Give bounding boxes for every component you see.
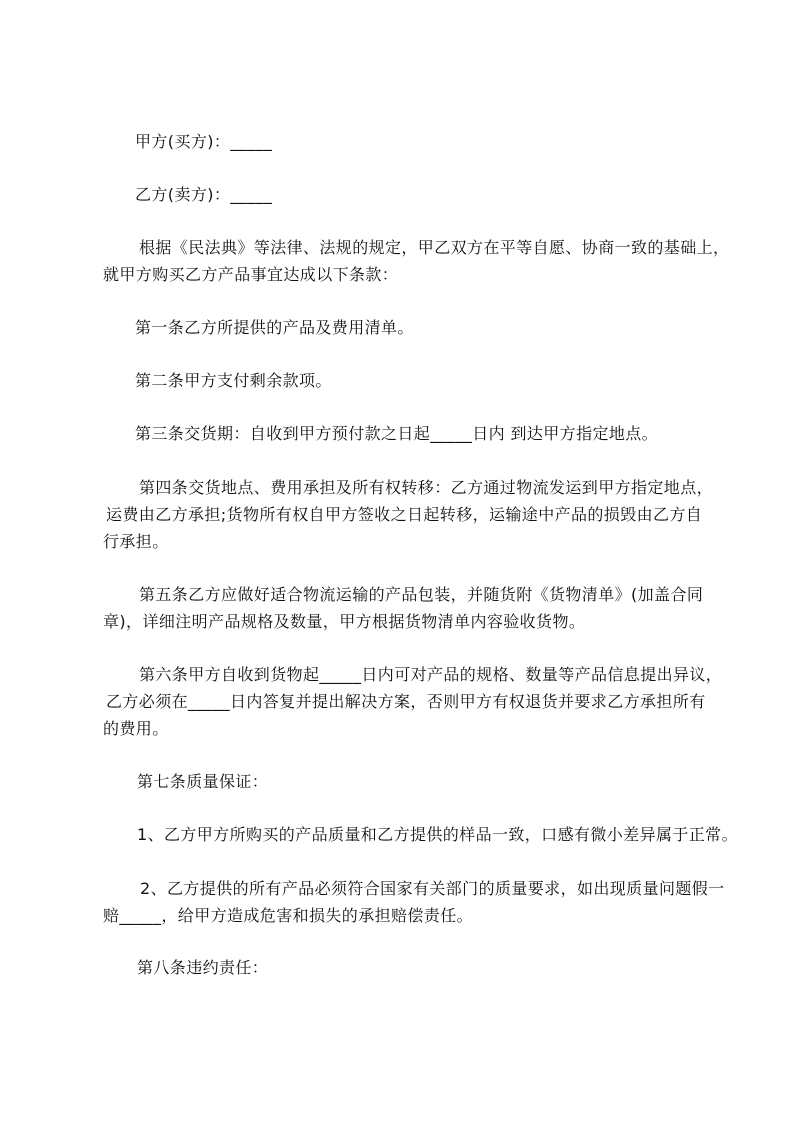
paragraph-line: 第五条乙方应做好适合物流运输的产品包装，并随货附《货物清单》(加盖合同 <box>139 585 704 604</box>
paragraph-line: 的费用。 <box>103 719 169 738</box>
article-7-item-1 <box>0 821 793 848</box>
seller-line <box>0 181 793 208</box>
paragraph-line: 就甲方购买乙方产品事宜达成以下条款： <box>103 265 399 284</box>
paragraph-line: 第六条甲方自收到货物起_____日内可对产品的规格、数量等产品信息提出异议， <box>139 665 723 684</box>
article-5 <box>0 581 793 635</box>
paragraph-line: 第一条乙方所提供的产品及费用清单。 <box>135 318 414 337</box>
article-6 <box>0 661 793 742</box>
article-8-heading <box>0 954 793 981</box>
paragraph-line: 章)，详细注明产品规格及数量，甲方根据货物清单内容验收货物。 <box>103 612 586 631</box>
paragraph-line: 乙方(卖方)：_____ <box>135 185 273 204</box>
article-7-heading <box>0 768 793 795</box>
article-4 <box>0 474 793 555</box>
paragraph-line: 第四条交货地点、费用承担及所有权转移：乙方通过物流发运到甲方指定地点， <box>139 478 714 497</box>
paragraph-line: 2、乙方提供的所有产品必须符合国家有关部门的质量要求，如出现质量问题假一 <box>140 879 725 898</box>
paragraph-line: 第三条交货期：自收到甲方预付款之日起_____日内 到达甲方指定地点。 <box>135 424 659 443</box>
paragraph-line: 行承担。 <box>103 532 169 551</box>
paragraph-line: 1、乙方甲方所购买的产品质量和乙方提供的样品一致，口感有微小差异属于正常。 <box>137 825 738 844</box>
article-1 <box>0 314 793 341</box>
paragraph-line: 赔_____，给甲方造成危害和损失的承担赔偿责任。 <box>103 906 474 925</box>
paragraph-line: 第七条质量保证： <box>137 772 269 791</box>
article-2 <box>0 367 793 394</box>
paragraph-line: 乙方必须在_____日内答复并提出解决方案，否则甲方有权退货并要求乙方承担所有 <box>106 692 706 711</box>
article-7-item-2 <box>0 875 793 929</box>
paragraph-line: 运费由乙方承担;货物所有权自甲方签收之日起转移，运输途中产品的损毁由乙方自 <box>106 505 703 524</box>
paragraph-line: 甲方(买方)：_____ <box>135 132 273 151</box>
paragraph-line: 根据《民法典》等法律、法规的规定，甲乙双方在平等自愿、协商一致的基础上， <box>139 238 730 257</box>
paragraph-line: 第二条甲方支付剩余款项。 <box>135 371 332 390</box>
buyer-line <box>0 128 793 155</box>
paragraph-line: 第八条违约责任： <box>137 958 269 977</box>
preamble-paragraph <box>0 234 793 288</box>
article-3 <box>0 420 793 447</box>
